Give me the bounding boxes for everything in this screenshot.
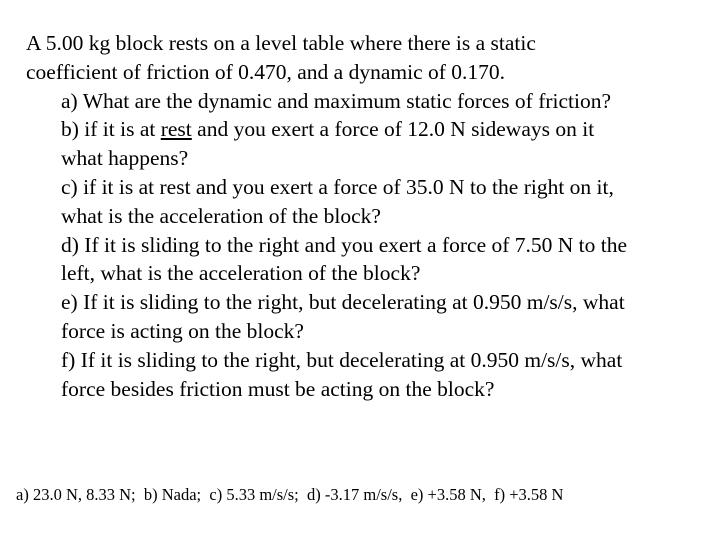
part-c-line-1: c) if it is at rest and you exert a force of 35.0 N to the right on it, bbox=[61, 174, 614, 199]
part-b-line-2: what happens? bbox=[61, 146, 189, 171]
part-b-text-post: and you exert a force of 12.0 N sideways on it bbox=[191, 117, 595, 142]
part-b-underlined-word: rest bbox=[160, 117, 192, 142]
question-part-d bbox=[61, 231, 706, 289]
intro-line-2: coefficient of friction of 0.470, and a dynamic of 0.170. bbox=[26, 59, 506, 84]
problem-statement bbox=[26, 29, 706, 403]
question-part-c bbox=[61, 173, 706, 231]
question-part-e bbox=[61, 288, 706, 346]
part-c-line-2: what is the acceleration of the block? bbox=[61, 203, 381, 228]
part-d-line-2: left, what is the acceleration of the block? bbox=[61, 261, 421, 286]
part-e-line-2: force is acting on the block? bbox=[61, 318, 304, 343]
intro-line-1: A 5.00 kg block rests on a level table where there is a static bbox=[26, 31, 536, 55]
part-f-line-1: f) If it is sliding to the right, but decelerating at 0.950 m/s/s, what bbox=[61, 347, 623, 372]
answer-key: a) 23.0 N, 8.33 N; b) Nada; c) 5.33 m/s/s; d) -3.17 m/s/s, e) +3.58 N, f) +3.58 N bbox=[16, 485, 564, 504]
question-parts bbox=[26, 87, 706, 404]
question-part-a bbox=[61, 87, 706, 116]
question-part-b bbox=[61, 115, 706, 173]
question-part-f bbox=[61, 346, 706, 404]
part-d-line-1: d) If it is sliding to the right and you exert a force of 7.50 N to the bbox=[61, 232, 628, 257]
part-b-line-1 bbox=[61, 115, 706, 144]
part-f-line-2: force besides friction must be acting on the block? bbox=[61, 376, 495, 401]
part-e-line-1: e) If it is sliding to the right, but decelerating at 0.950 m/s/s, what bbox=[61, 290, 625, 315]
part-b-text-pre: b) if it is at bbox=[61, 117, 161, 142]
part-a-line-1: a) What are the dynamic and maximum static forces of friction? bbox=[61, 88, 612, 113]
